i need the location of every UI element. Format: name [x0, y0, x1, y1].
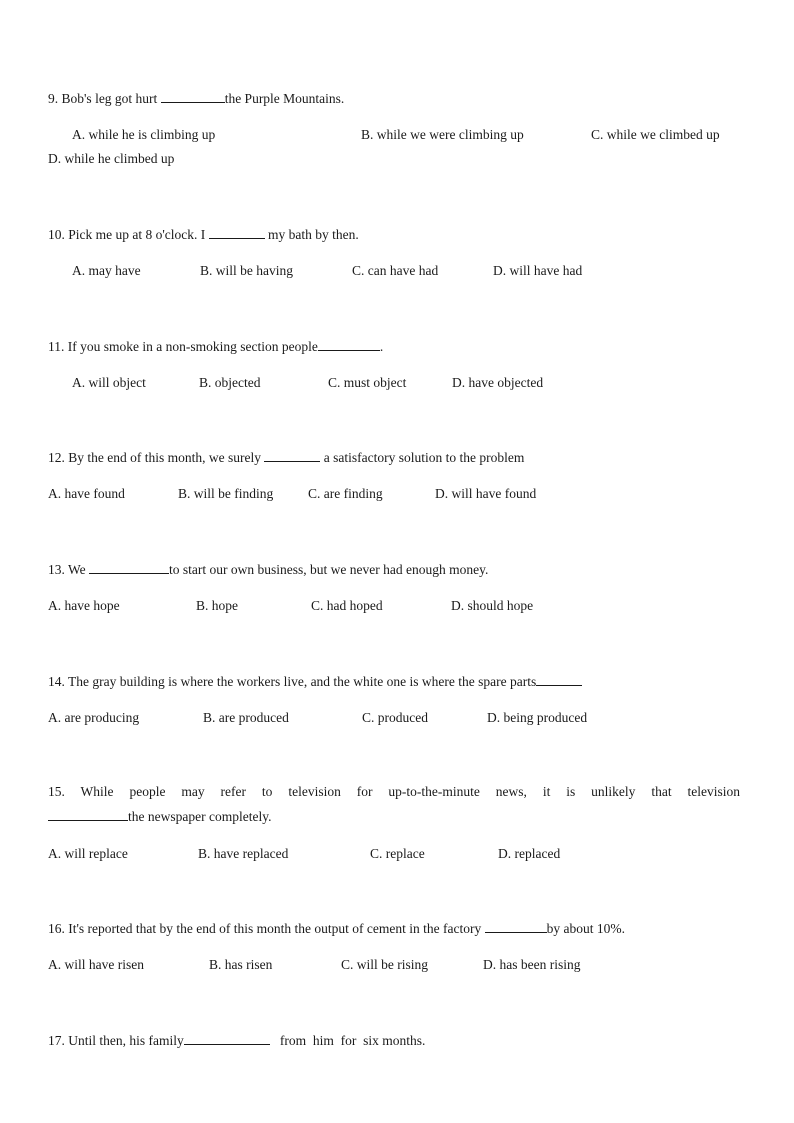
answer-blank [264, 448, 320, 462]
question-15-option-d: D. replaced [498, 846, 561, 861]
question-10-option-a: A. may have [72, 263, 141, 278]
answer-blank [485, 919, 547, 933]
question-17-stem [48, 1031, 425, 1050]
question-15-option-c: C. replace [370, 846, 425, 861]
question-13-stem [48, 560, 488, 579]
answer-blank [184, 1031, 270, 1045]
question-14-stem-before: 14. The gray building is where the workers live, and the white one is where the spare parts [48, 674, 537, 689]
answer-blank [161, 89, 225, 103]
question-11-stem [48, 337, 383, 356]
question-12-stem-after: a satisfactory solution to the problem [320, 450, 525, 465]
question-14-option-d: D. being produced [487, 710, 588, 725]
question-14-option-b: B. are produced [203, 710, 289, 725]
question-9-option-a: A. while he is climbing up [72, 127, 216, 142]
question-16-option-b: B. has risen [209, 957, 273, 972]
question-16-stem-before: 16. It's reported that by the end of this month the output of cement in the factory [48, 921, 485, 936]
question-16-option-d: D. has been rising [483, 957, 581, 972]
question-15-stem-after: the newspaper completely. [128, 809, 272, 824]
question-10-stem-after: my bath by then. [264, 227, 359, 242]
question-12-option-a: A. have found [48, 486, 125, 501]
question-16-option-a: A. will have risen [48, 957, 144, 972]
question-11-option-b: B. objected [199, 375, 261, 390]
answer-blank [536, 672, 582, 686]
question-15-option-b: B. have replaced [198, 846, 289, 861]
question-13-option-a: A. have hope [48, 598, 120, 613]
question-13-option-c: C. had hoped [311, 598, 383, 613]
question-15-option-a: A. will replace [48, 846, 128, 861]
question-12-option-b: B. will be finding [178, 486, 274, 501]
question-13-option-d: D. should hope [451, 598, 534, 613]
question-10-stem-before: 10. Pick me up at 8 o'clock. I [48, 227, 209, 242]
answer-blank [48, 807, 128, 821]
answer-blank [318, 337, 380, 351]
question-9-stem-after: the Purple Mountains. [224, 91, 345, 106]
question-9-stem [48, 89, 344, 108]
question-11-option-d: D. have objected [452, 375, 544, 390]
question-13-stem-after: to start our own business, but we never had enough money. [169, 562, 489, 577]
question-10-option-d: D. will have had [493, 263, 583, 278]
question-16-stem-after: by about 10%. [546, 921, 625, 936]
question-11-stem-before: 11. If you smoke in a non-smoking section people [48, 339, 318, 354]
question-12-option-d: D. will have found [435, 486, 537, 501]
question-9-option-c: C. while we climbed up [591, 127, 720, 142]
question-14-option-a: A. are producing [48, 710, 140, 725]
question-14-option-c: C. produced [362, 710, 428, 725]
question-12-stem-before: 12. By the end of this month, we surely [48, 450, 265, 465]
question-13-stem-before: 13. We [48, 562, 90, 577]
question-12-stem [48, 448, 524, 467]
question-15-stem-line-1: 15. While people may refer to television for up-to-the-minute news, it is unlikely that television [48, 784, 740, 799]
question-11-stem-after: . [379, 339, 384, 354]
question-16-option-c: C. will be rising [341, 957, 428, 972]
question-11-option-a: A. will object [72, 375, 146, 390]
question-9-option-d: D. while he climbed up [48, 151, 175, 166]
question-9-stem-before: 9. Bob's leg got hurt [48, 91, 161, 106]
question-14-stem [48, 672, 582, 691]
question-17-stem-after: from him for six months. [269, 1033, 426, 1048]
question-10-option-b: B. will be having [200, 263, 293, 278]
question-15-stem-line-2 [48, 807, 271, 826]
answer-blank [209, 225, 265, 239]
question-13-option-b: B. hope [196, 598, 238, 613]
question-10-option-c: C. can have had [352, 263, 439, 278]
question-9-option-b: B. while we were climbing up [361, 127, 524, 142]
question-16-stem [48, 919, 625, 938]
question-11-option-c: C. must object [328, 375, 407, 390]
question-17-stem-before: 17. Until then, his family [48, 1033, 184, 1048]
question-12-option-c: C. are finding [308, 486, 383, 501]
answer-blank [89, 560, 169, 574]
question-10-stem [48, 225, 359, 244]
